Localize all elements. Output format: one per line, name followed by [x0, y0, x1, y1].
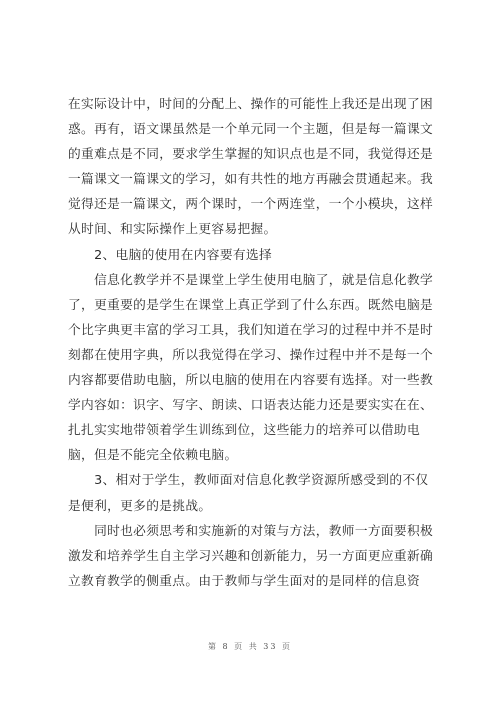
text-line: 个比字典更丰富的学习工具，我们知道在学习的过程中并不是时 — [68, 321, 434, 337]
text-line: 脑，但是不能完全依赖电脑。 — [68, 447, 238, 463]
section-heading: 3、相对于学生，教师面对信息化教学资源所感受到的不仅 — [68, 472, 429, 488]
text-line: 惑。再有，语文课虽然是一个单元同一个主题，但是每一篇课文 — [68, 121, 434, 137]
text-line: 的重难点是不同，要求学生掌握的知识点也是不同，我觉得还是 — [68, 146, 434, 162]
text-line: 立教育教学的侧重点。由于教师与学生面对的是同样的信息资 — [68, 572, 421, 588]
text-line: 信息化教学并不是课堂上学生使用电脑了，就是信息化教学 — [68, 271, 434, 287]
section-heading: 2、电脑的使用在内容要有选择 — [68, 246, 272, 262]
text-line: 一篇课文一篇课文的学习，如有共性的地方再融会贯通起来。我 — [68, 171, 434, 187]
body-text — [68, 91, 434, 593]
text-line: 是便利，更多的是挑战。 — [68, 497, 212, 513]
text-line: 在实际设计中，时间的分配上、操作的可能性上我还是出现了困 — [68, 96, 434, 111]
text-line: 学内容如：识字、写字、朗读、口语表达能力还是要实实在在、 — [68, 397, 434, 413]
text-line: 觉得还是一篇课文，两个课时，一个两连堂，一个小模块，这样 — [68, 196, 434, 212]
text-line: 同时也必须思考和实施新的对策与方法，教师一方面要积极 — [68, 522, 434, 538]
text-line: 了，更重要的是学生在课堂上真正学到了什么东西。既然电脑是 — [68, 296, 434, 312]
text-line: 激发和培养学生自主学习兴趣和创新能力，另一方面更应重新确 — [68, 547, 434, 563]
text-line: 刻都在使用字典，所以我觉得在学习、操作过程中并不是每一个 — [68, 346, 434, 362]
text-line: 从时间、和实际操作上更容易把握。 — [68, 221, 277, 237]
page-number-footer: 第 8 页 共 33 页 — [208, 642, 292, 651]
text-line: 扎扎实实地带领着学生训练到位，这些能力的培养可以借助电 — [68, 422, 421, 438]
text-line: 内容都要借助电脑，所以电脑的使用在内容要有选择。对一些教 — [68, 372, 434, 388]
